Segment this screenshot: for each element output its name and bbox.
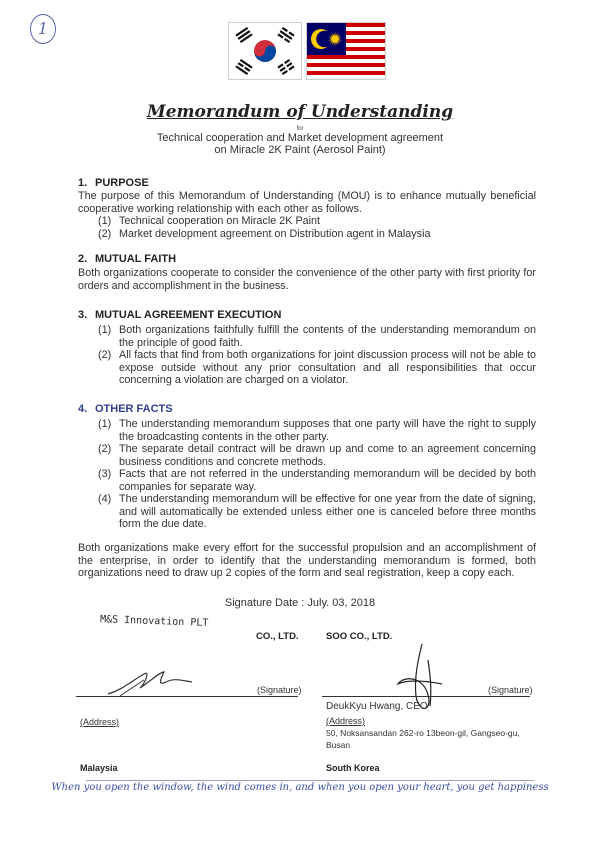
list-item-number: (3) — [98, 468, 112, 480]
list-item — [98, 443, 536, 468]
right-party-company: SOO CO., LTD. — [326, 631, 393, 642]
list-item — [98, 349, 536, 387]
list-item-number: (2) — [98, 228, 112, 240]
footer-motto: When you open the window, the wind comes in, and when you open your heart, you get happiness — [51, 782, 549, 793]
subtitle-line-2: on Miracle 2K Paint (Aerosol Paint) — [214, 144, 386, 156]
section-mutual-faith-heading — [78, 253, 176, 265]
list-item — [98, 418, 536, 443]
closing-paragraph: Both organizations make every effort for the successful propulsion and an accomplishment of the enterprise, in order to identify that the understanding memorandum is formed, both organizations need to draw up 2 copies of the form and seal registration, keep a copy each. — [78, 542, 536, 580]
right-address-line-2: Busan — [326, 740, 351, 750]
list-item-number: (2) — [98, 443, 112, 455]
section-mutual-agreement-heading — [78, 309, 281, 321]
document-subtitle — [0, 132, 600, 156]
subtitle-line-1: Technical cooperation and Market development agreement — [156, 132, 444, 144]
section-number: 2. — [78, 253, 88, 265]
list-item-text: The understanding memorandum supposes that one party will have the right to supply the broadcasting contents in the other party. — [119, 418, 536, 443]
left-signature-label: (Signature) — [257, 685, 302, 695]
section-heading-text: MUTUAL AGREEMENT EXECUTION — [95, 309, 282, 321]
list-item — [98, 215, 536, 228]
left-party-handwritten-name: M&S Innovation PLT — [99, 614, 209, 629]
right-signature-label: (Signature) — [488, 685, 533, 695]
list-item-text: Both organizations faithfully fulfill the contents of the understanding memorandum on the principle of good faith. — [119, 324, 536, 349]
section-number: 3. — [78, 309, 88, 321]
list-item-text: The understanding memorandum will be effective for one year from the date of signing, and will automatically be extended unless either one is canceled before three months form the due date. — [119, 493, 536, 531]
list-item-number: (1) — [98, 324, 112, 336]
list-item-text: Market development agreement on Distribution agent in Malaysia — [119, 228, 431, 240]
section-mutual-faith-body: Both organizations cooperate to consider the convenience of the other party with first priority for orders and accomplishment in the business. — [78, 267, 536, 292]
list-item-number: (4) — [98, 493, 112, 505]
section-heading-text: OTHER FACTS — [95, 403, 173, 415]
malaysia-flag — [306, 22, 386, 80]
list-item-text: Facts that are not referred in the understanding memorandum will be decided by both companies for separate way. — [119, 468, 536, 493]
section-number: 4. — [78, 403, 88, 415]
page-number-mark: 1 — [30, 14, 56, 44]
left-address-label: (Address) — [80, 717, 120, 727]
left-party-company-suffix: CO., LTD. — [256, 631, 299, 642]
right-address-label: (Address) — [326, 716, 366, 726]
south-korea-flag — [228, 22, 302, 80]
section-purpose-heading — [78, 177, 149, 189]
list-item — [98, 468, 536, 493]
section-purpose-body: The purpose of this Memorandum of Understanding (MOU) is to enhance mutually beneficial cooperative working relationship with each other as follows. — [78, 190, 536, 215]
left-signature-line — [76, 696, 298, 697]
left-country: Malaysia — [80, 763, 118, 773]
right-country: South Korea — [326, 763, 380, 773]
section-heading-text: MUTUAL FAITH — [95, 253, 177, 265]
document-title: Memorandum of Understanding — [146, 102, 454, 122]
right-address-line-1: 50, Noksansandan 262-ro 13beon-gil, Gangseo-gu, — [326, 728, 520, 738]
list-item-text: Technical cooperation on Miracle 2K Paint — [119, 215, 321, 227]
list-item — [98, 324, 536, 349]
right-signer-name: DeukKyu Hwang, CEO — [326, 701, 428, 712]
section-number: 1. — [78, 177, 88, 189]
list-item-text: All facts that find from both organizations for joint discussion process will not be able to expose outside without any prior consultation and all responsibilities that occur concerning a violation are charged on a violator. — [119, 349, 536, 387]
right-signature-line — [322, 696, 530, 697]
list-item-number: (1) — [98, 215, 112, 227]
for-label: for — [296, 126, 304, 132]
footer-divider — [86, 780, 534, 781]
section-other-facts-heading — [78, 403, 173, 415]
section-heading-text: PURPOSE — [95, 177, 149, 189]
list-item — [98, 228, 536, 241]
list-item-number: (1) — [98, 418, 112, 430]
list-item — [98, 493, 536, 531]
list-item-text: The separate detail contract will be drawn up and come to an agreement concerning business conditions and concrete methods. — [119, 443, 536, 468]
signature-date: Signature Date : July. 03, 2018 — [224, 597, 376, 609]
list-item-number: (2) — [98, 349, 112, 361]
left-signature-scribble — [100, 660, 200, 700]
